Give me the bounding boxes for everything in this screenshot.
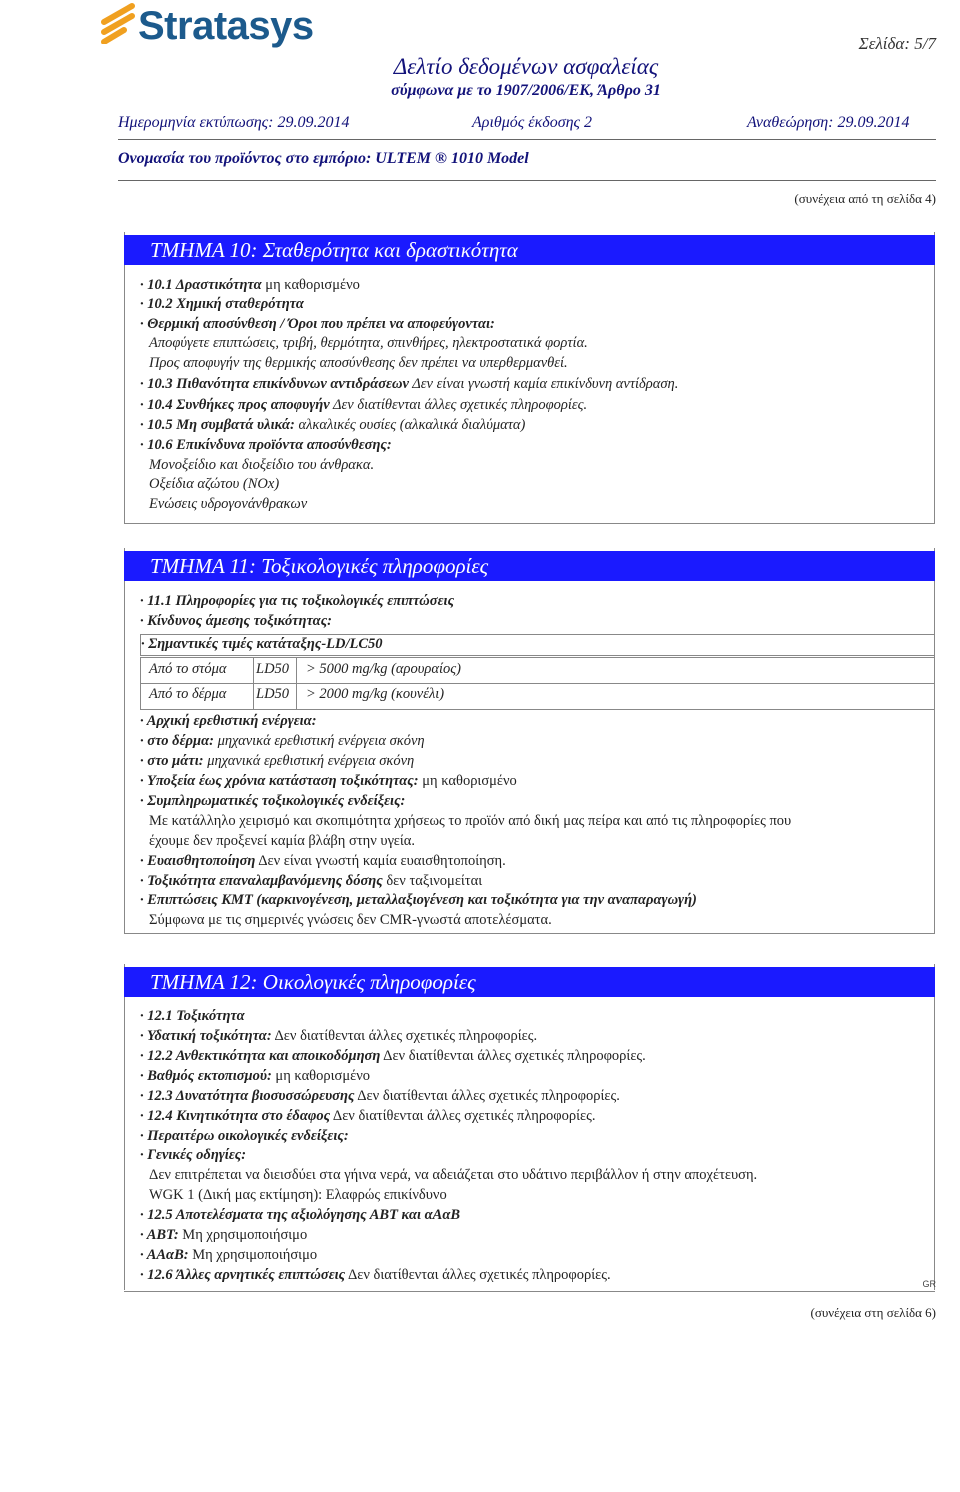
s12-line [140, 1226, 307, 1245]
label: · ΑΑαΒ: [140, 1247, 189, 1263]
s11-indent: Σύμφωνα με τις σημερινές γνώσεις δεν CMR-γνωστά αποτελέσματα. [149, 912, 552, 928]
page-number: Σελίδα: 5/7 [858, 34, 936, 53]
value: μηχανικά ερεθιστική ενέργεια σκόνη [213, 733, 425, 749]
section-11-title: ΤΜΗΜΑ 11: Τοξικολογικές πληροφορίες [150, 554, 489, 578]
s11-line [140, 872, 482, 891]
s10-indent: Ενώσεις υδρογονάνθρακων [149, 496, 308, 512]
table-title-text: · Σημαντικές τιμές κατάταξης-LD/LC50 [141, 636, 383, 652]
label: · Περαιτέρω οικολογικές ενδείξεις: [140, 1128, 349, 1144]
s11-line [140, 792, 405, 811]
continued-to: (συνέχεια στη σελίδα 6) [810, 1305, 936, 1320]
s11-line [140, 592, 454, 611]
s10-line [140, 276, 360, 295]
table-cell-route: Από το στόμα [149, 661, 227, 677]
table-cell-type: LD50 [256, 686, 290, 702]
continued-from: (συνέχεια από τη σελίδα 4) [794, 191, 936, 206]
label: · Συμπληρωματικές τοξικολογικές ενδείξεις: [140, 793, 406, 809]
s10-line [140, 396, 587, 415]
s11-line [140, 772, 517, 791]
value: Δεν είναι γνωστή καμία ευαισθητοποίηση. [255, 853, 506, 869]
s12-line [140, 1246, 317, 1265]
label: · Τοξικότητα επαναλαμβανόμενης δόσης [140, 873, 383, 889]
label: · Επιπτώσεις ΚΜΤ (καρκινογένεση, μεταλλαξιογένεση και τοξικότητα για την αναπαραγωγή) [140, 892, 697, 908]
s12-line [140, 1007, 245, 1026]
s12-line [140, 1107, 596, 1126]
table-cell-type: LD50 [256, 661, 290, 677]
label: · Αρχική ερεθιστική ενέργεια: [140, 713, 317, 729]
label: · Υποξεία έως χρόνια κατάσταση τοξικότητας: [140, 773, 419, 789]
section-12-title: ΤΜΗΜΑ 12: Οικολογικές πληροφορίες [150, 970, 476, 994]
value: Δεν διατίθενται άλλες σχετικές πληροφορίες. [345, 1267, 611, 1283]
logo-text: Stratasys [138, 4, 314, 48]
value: δεν ταξινομείται [382, 873, 483, 889]
label: · 12.5 Αποτελέσματα της αξιολόγησης ΑΒΤ και αΑαΒ [140, 1207, 461, 1223]
print-date: Ημερομηνία εκτύπωσης: 29.09.2014 [118, 114, 350, 131]
label: · 10.6 Επικίνδυνα προϊόντα αποσύνθεσης: [140, 437, 392, 453]
header-divider [118, 139, 936, 140]
s10-line [140, 295, 304, 314]
label: · 11.1 Πληροφορίες για τις τοξικολογικές επιπτώσεις [140, 593, 455, 609]
table-cell-value: > 5000 mg/kg (αρουραίος) [306, 661, 461, 677]
product-label: Ονομασία του προϊόντος στο εμπόριο: [118, 150, 372, 167]
value: Μη χρησιμοποιήσιμο [178, 1227, 308, 1243]
value: Δεν διατίθενται άλλες σχετικές πληροφορίες. [380, 1048, 646, 1064]
s12-line [140, 1047, 646, 1066]
s11-line [140, 732, 425, 751]
version-number: Αριθμός έκδοσης 2 [472, 114, 593, 131]
ld50-table-title [140, 634, 935, 656]
s12-line [140, 1087, 620, 1106]
language-code: GR [922, 1279, 936, 1289]
row-divider [141, 683, 934, 684]
s10-line [140, 416, 525, 435]
s11-line [140, 712, 317, 731]
label: · Θερμική αποσύνθεση / Όροι που πρέπει να αποφεύγονται: [140, 316, 495, 332]
label: · Ευαισθητοποίηση [140, 853, 256, 869]
s12-indent: WGK 1 (Δική μας εκτίμηση): Ελαφρώς επικίνδυνο [149, 1187, 447, 1203]
s12-line [140, 1266, 611, 1285]
value: μη καθορισμένο [418, 773, 517, 789]
s11-line [140, 852, 506, 871]
label: · ΑΒΤ: [140, 1227, 179, 1243]
revision-date: Αναθεώρηση: 29.09.2014 [747, 114, 910, 131]
s10-indent: Οξείδια αζώτου (NOx) [149, 476, 280, 492]
label: · 12.4 Κινητικότητα στο έδαφος [140, 1108, 331, 1124]
section-11-header [124, 551, 935, 581]
s12-line [140, 1127, 349, 1146]
value: Μη χρησιμοποιήσιμο [188, 1247, 318, 1263]
s12-line [140, 1146, 246, 1165]
value: Δεν διατίθενται άλλες σχετικές πληροφορίες. [329, 397, 588, 413]
value: μηχανικά ερεθιστική ενέργεια σκόνη [203, 753, 415, 769]
ld50-table [140, 657, 935, 710]
label: · Υδατική τοξικότητα: [140, 1028, 272, 1044]
label: · στο δέρμα: [140, 733, 214, 749]
s10-indent: Προς αποφυγήν της θερμικής αποσύνθεσης δεν πρέπει να υπερθερμανθεί. [149, 355, 568, 371]
s12-line [140, 1027, 537, 1046]
s10-line [140, 375, 678, 394]
product-name [118, 150, 529, 168]
label: · 10.2 Χημική σταθερότητα [140, 296, 304, 312]
label: · 12.1 Τοξικότητα [140, 1008, 245, 1024]
section-10-header [124, 235, 935, 265]
document-title: Δελτίο δεδομένων ασφαλείας [393, 54, 659, 79]
s11-indent: έχουμε δεν προξενεί καμία βλάβη στην υγεία. [149, 833, 415, 849]
label: · 12.2 Ανθεκτικότητα και αποικοδόμηση [140, 1048, 381, 1064]
product-divider [118, 180, 936, 181]
label: · 10.5 Μη συμβατά υλικά: [140, 417, 295, 433]
s10-line [140, 436, 392, 455]
s11-line [140, 752, 414, 771]
label: · 10.4 Συνθήκες προς αποφυγήν [140, 397, 330, 413]
value: μη καθορισμένο [271, 1068, 370, 1084]
label: · 10.3 Πιθανότητα επικίνδυνων αντιδράσεων [140, 376, 409, 392]
s11-line [140, 612, 332, 631]
section-10-title: ΤΜΗΜΑ 10: Σταθερότητα και δραστικότητα [150, 238, 518, 262]
stratasys-logo-icon [98, 2, 136, 44]
s12-indent: Δεν επιτρέπεται να διεισδύει στα γήινα νερά, να αδειάζεται στο υδάτινο περιβάλλον ή στην αποχέτευση. [149, 1167, 758, 1183]
footer-divider [124, 1291, 935, 1292]
section-12-header [124, 967, 935, 997]
value: Δεν διατίθενται άλλες σχετικές πληροφορίες. [330, 1108, 596, 1124]
value: μη καθορισμένο [261, 277, 360, 293]
label: · στο μάτι: [140, 753, 204, 769]
value: Δεν διατίθενται άλλες σχετικές πληροφορίες. [271, 1028, 538, 1044]
label: · 12.3 Δυνατότητα βιοσυσσώρευσης [140, 1088, 355, 1104]
s12-line [140, 1206, 460, 1225]
s10-indent: Μονοξείδιο και διοξείδιο του άνθρακα. [149, 457, 375, 473]
s10-line [140, 315, 495, 334]
s11-indent: Με κατάλληλο χειρισμό και σκοπιμότητα χρήσεως το προϊόν από δική μας πείρα και από τις πληροφορίες που [149, 813, 792, 829]
s11-line [140, 891, 697, 910]
label: · 10.1 Δραστικότητα [140, 277, 262, 293]
s10-indent: Αποφύγετε επιπτώσεις, τριβή, θερμότητα, σπινθήρες, ηλεκτροστατικά φορτία. [149, 335, 588, 351]
label: · Γενικές οδηγίες: [140, 1147, 247, 1163]
label: · Κίνδυνος άμεσης τοξικότητας: [140, 613, 332, 629]
value: Δεν είναι γνωστή καμία επικίνδυνη αντίδραση. [408, 376, 679, 392]
value: Δεν διατίθενται άλλες σχετικές πληροφορίες. [354, 1088, 620, 1104]
label: · Βαθμός εκτοπισμού: [140, 1068, 272, 1084]
product-value: ULTEM ® 1010 Model [375, 150, 529, 167]
document-subtitle: σύμφωνα με το 1907/2006/ΕΚ, Άρθρο 31 [391, 82, 661, 99]
value: αλκαλικές ουσίες (αλκαλικά διαλύματα) [294, 417, 526, 433]
table-cell-route: Από το δέρμα [149, 686, 227, 702]
table-cell-value: > 2000 mg/kg (κουνέλι) [306, 686, 445, 702]
label: · 12.6 Άλλες αρνητικές επιπτώσεις [140, 1267, 346, 1283]
s12-line [140, 1067, 370, 1086]
